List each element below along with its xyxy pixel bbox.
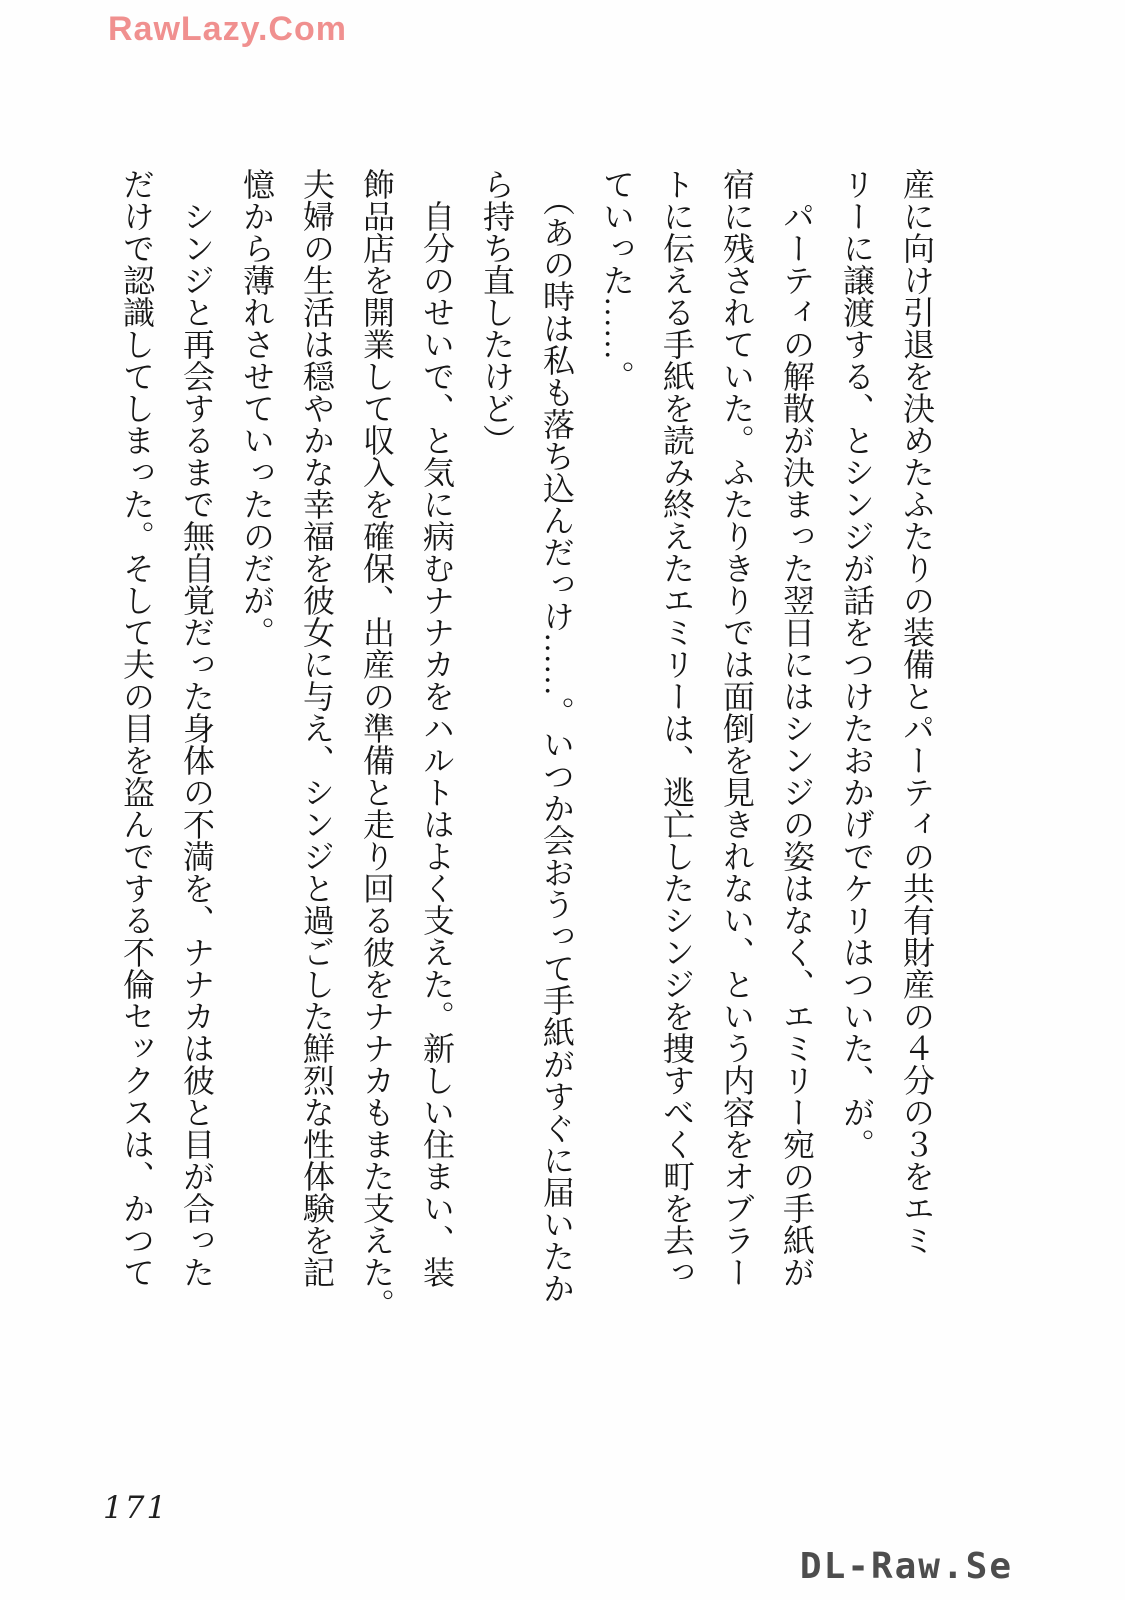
text-line: パーティの解散が決まった翌日にはシンジの姿はなく、エミリー宛の手紙が: [779, 168, 815, 1288]
text-line: （あの時は私も落ち込んだっけ……。いつか会おうって手紙がすぐに届いたか: [539, 168, 575, 1304]
text-line: シンジと再会するまで無自覚だった身体の不満を、ナナカは彼と目が合った: [179, 168, 215, 1288]
text-line: 飾品店を開業して収入を確保、出産の準備と走り回る彼をナナカもまた支えた。: [359, 168, 395, 1320]
text-line: 宿に残されていた。ふたりきりでは面倒を見きれない、という内容をオブラー: [719, 168, 755, 1288]
watermark-rawlazy: RawLazy.Com: [108, 10, 347, 48]
text-line: ていった……。: [599, 168, 635, 392]
vertical-text-block: [107, 168, 947, 1343]
text-line: 夫婦の生活は穏やかな幸福を彼女に与え、シンジと過ごした鮮烈な性体験を記: [299, 168, 335, 1288]
text-line: だけで認識してしまった。そして夫の目を盗んでする不倫セックスは、かつて: [119, 168, 155, 1288]
text-line: リーに譲渡する、とシンジが話をつけたおかげでケリはついた、が。: [839, 168, 875, 1160]
text-line: トに伝える手紙を読み終えたエミリーは、逃亡したシンジを捜すべく町を去っ: [659, 168, 695, 1288]
text-line: 自分のせいで、と気に病むナナカをハルトはよく支えた。新しい住まい、装: [419, 168, 455, 1288]
page-number: 171: [103, 1490, 169, 1526]
text-line: 憶から薄れさせていったのだが。: [239, 168, 275, 648]
watermark-dlraw: DL-Raw.Se: [799, 1546, 1013, 1587]
text-line: ら持ち直したけど）: [479, 168, 515, 456]
text-line: 産に向け引退を決めたふたりの装備とパーティの共有財産の４分の３をエミ: [899, 168, 935, 1256]
